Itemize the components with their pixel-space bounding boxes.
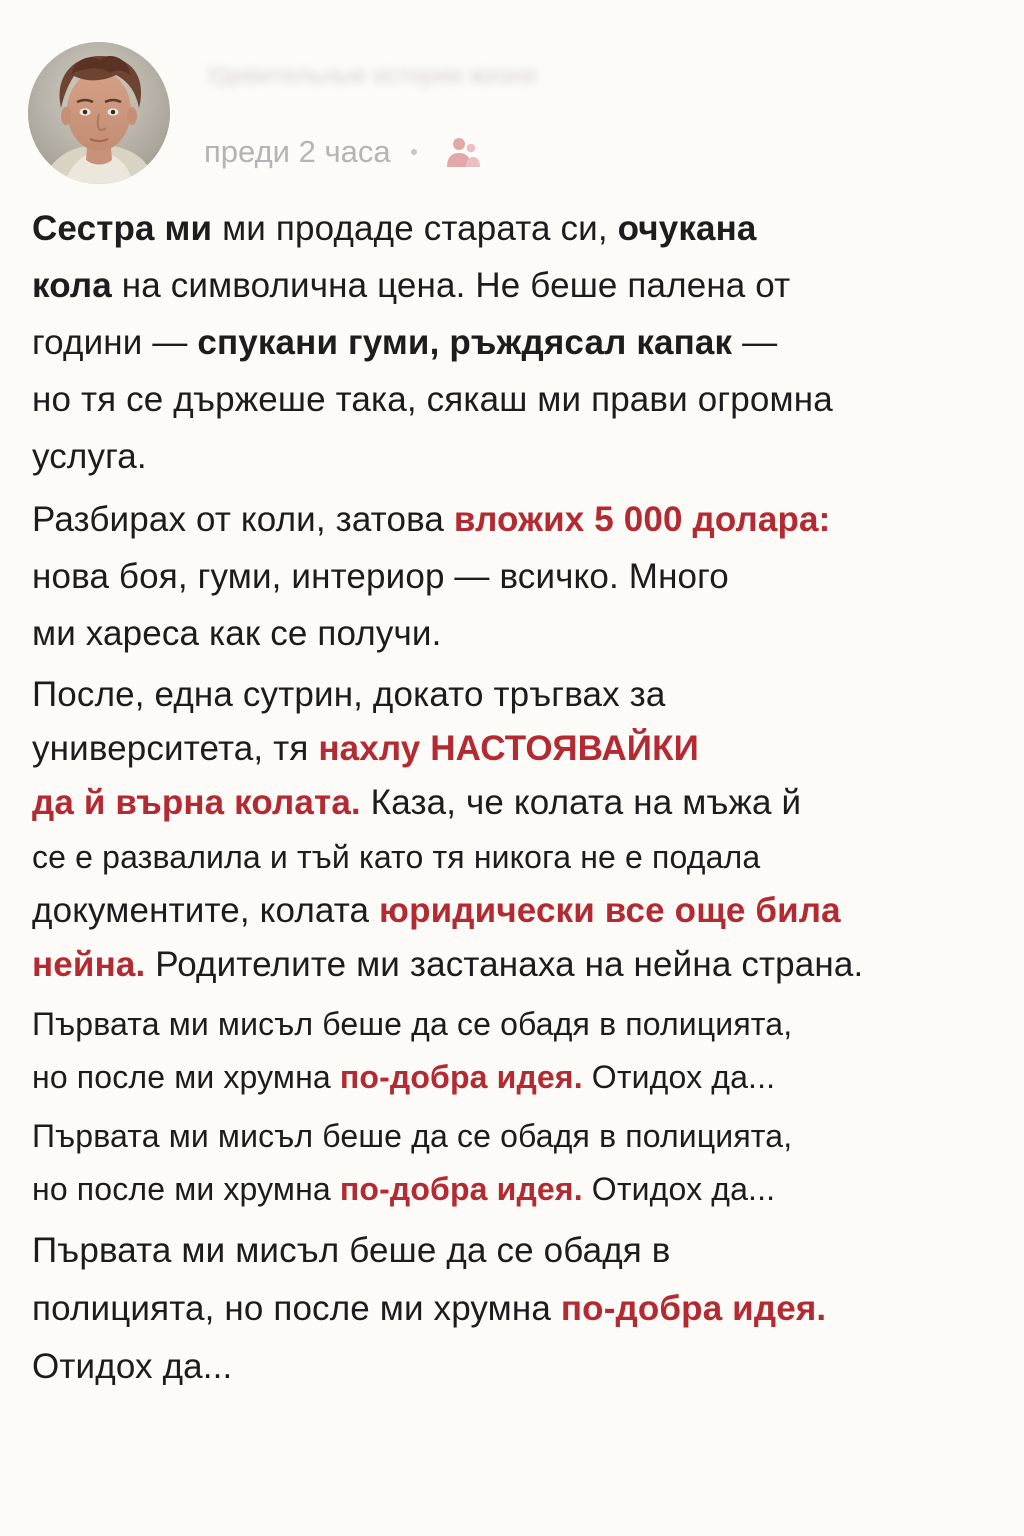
paragraph-line — [32, 938, 1002, 992]
post-header — [28, 42, 988, 187]
body-text: се е развалила и тъй като тя никога не е подала — [32, 839, 761, 875]
highlight-text: юридически все още била — [379, 891, 841, 930]
paragraph-line — [32, 371, 1002, 428]
body-text: Родителите ми застанаха на нейна страна. — [145, 945, 864, 984]
body-text: ми хареса как се получи. — [32, 614, 442, 653]
paragraph-line — [32, 491, 1002, 548]
body-text: Отидох да... — [32, 1347, 233, 1386]
paragraph-line — [32, 776, 1002, 830]
paragraph-line — [32, 722, 1002, 776]
highlight-text: по-добра идея. — [560, 1289, 827, 1328]
highlight-text: по-добра идея. — [339, 1171, 583, 1207]
body-text: После, една сутрин, докато тръгвах за — [32, 675, 666, 714]
highlight-text: вложих 5 000 долара: — [453, 500, 831, 539]
paragraph-line — [32, 257, 1002, 314]
post-meta — [204, 130, 481, 174]
paragraph-line — [32, 830, 1002, 884]
body-text: Разбирах от коли, затова — [32, 500, 454, 539]
paragraph-line — [32, 1338, 1002, 1396]
paragraph-line — [32, 1110, 1002, 1163]
body-text: университета, тя — [32, 729, 319, 768]
body-text: Първата ми мисъл беше да се обадя в полицията, — [32, 1006, 793, 1042]
body-text: но тя се държеше така, сякаш ми прави огромна — [32, 380, 833, 419]
body-text: Първата ми мисъл беше да се обадя в полицията, — [32, 1118, 793, 1154]
body-text: но после ми хрумна — [32, 1059, 340, 1095]
body-text: на символична цена. Не беше палена от — [111, 266, 791, 305]
post-paragraph-6 — [32, 1222, 1002, 1396]
post-content — [32, 200, 1002, 1396]
highlight-text: нахлу НАСТОЯВАЙКИ — [318, 729, 699, 768]
body-text: но после ми хрумна — [32, 1171, 340, 1207]
body-text: полицията, но после ми хрумна — [32, 1289, 561, 1328]
post-paragraph-5 — [32, 1110, 1002, 1216]
body-text: Първата ми мисъл беше да се обадя в — [32, 1231, 671, 1270]
highlight-text: да й върна колата. — [32, 783, 361, 822]
paragraph-line — [32, 1280, 1002, 1338]
post-timestamp[interactable]: преди 2 часа — [204, 134, 391, 169]
meta-separator-dot — [411, 149, 417, 155]
highlight-text: очукана — [617, 209, 757, 248]
paragraph-line — [32, 1163, 1002, 1216]
paragraph-line — [32, 668, 1002, 722]
post-paragraph-4 — [32, 998, 1002, 1104]
highlight-text: спукани гуми, ръждясал капак — [197, 323, 733, 362]
body-text: документите, колата — [32, 891, 380, 930]
paragraph-line — [32, 314, 1002, 371]
body-text: Отидох да... — [582, 1059, 776, 1095]
highlight-text: нейна. — [32, 945, 146, 984]
post-paragraph-3 — [32, 668, 1002, 992]
author-name[interactable]: Удивительные истории жизни — [206, 62, 537, 89]
paragraph-line — [32, 998, 1002, 1051]
paragraph-line — [32, 1051, 1002, 1104]
paragraph-line — [32, 200, 1002, 257]
paragraph-line — [32, 1222, 1002, 1280]
body-text: Каза, че колата на мъжа й — [360, 783, 802, 822]
body-text: години — — [32, 323, 198, 362]
paragraph-line — [32, 884, 1002, 938]
paragraph-line — [32, 428, 1002, 485]
paragraph-line — [32, 605, 1002, 662]
highlight-text: кола — [32, 266, 112, 305]
highlight-text: Сестра ми — [32, 209, 213, 248]
body-text: нова боя, гуми, интериор — всичко. Много — [32, 557, 729, 596]
body-text: ми продаде старата си, — [212, 209, 618, 248]
paragraph-line — [32, 548, 1002, 605]
friends-icon[interactable] — [437, 133, 481, 171]
body-text: услуга. — [32, 437, 147, 476]
post-paragraph-2 — [32, 491, 1002, 662]
body-text: — — [732, 323, 778, 362]
profile-avatar[interactable] — [28, 42, 170, 184]
highlight-text: по-добра идея. — [339, 1059, 583, 1095]
body-text: Отидох да... — [582, 1171, 776, 1207]
post-paragraph-1 — [32, 200, 1002, 485]
